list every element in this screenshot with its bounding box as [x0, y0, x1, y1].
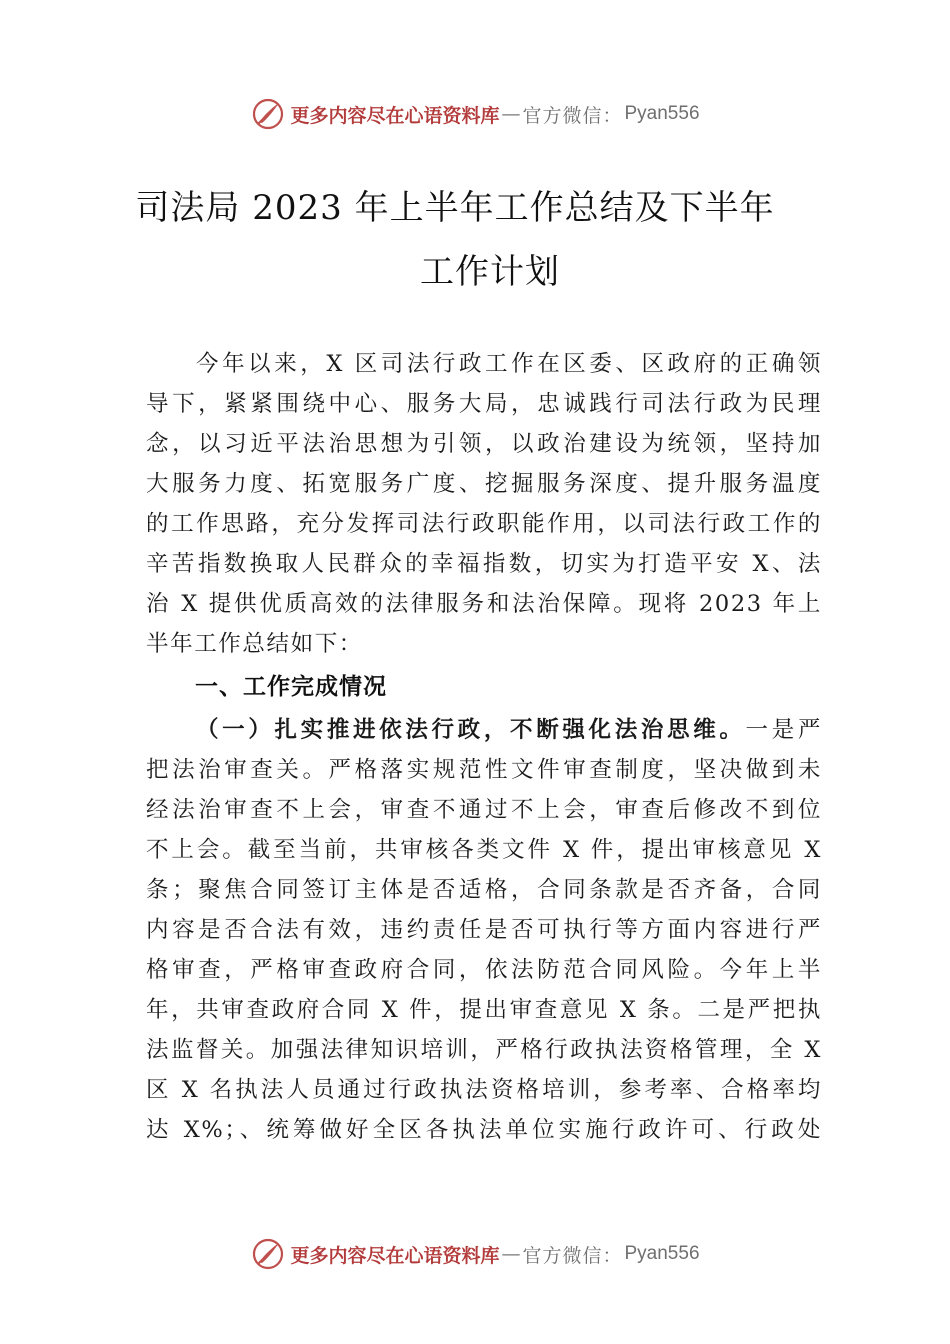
footer-banner — [0, 1232, 950, 1276]
section1-line: 内容是否合法有效，违约责任是否可执行等方面内容进行严 — [146, 917, 822, 943]
section1-first-line — [146, 710, 822, 750]
section1-line: 把法治审查关。严格落实规范性文件审查制度，坚决做到未 — [146, 757, 822, 783]
pen-quill-logo-icon — [250, 96, 286, 132]
banner-wechat-label: 官方微信： — [522, 104, 623, 127]
section1-first-line-rest: 一是严 — [745, 717, 822, 743]
section1-line: 格审查，严格审查政府合同，依法防范合同风险。今年上半 — [146, 957, 822, 983]
header-banner — [0, 92, 950, 136]
section1-line: 条；聚焦合同签订主体是否适格，合同条款是否齐备，合同 — [146, 877, 822, 903]
banner-wechat-label: 官方微信： — [522, 1244, 623, 1267]
intro-line: 今年以来，X 区司法行政工作在区委、区政府的正确领 — [196, 351, 822, 377]
banner-content — [250, 96, 699, 132]
banner-dash: — — [501, 103, 521, 125]
document-title-line1: 司法局 2023 年上半年工作总结及下半年 — [135, 188, 775, 228]
banner-wechat-id: Pyan556 — [624, 1243, 700, 1264]
section1-line: 经法治审查不上会，审查不通过不上会，审查后修改不到位 — [146, 797, 822, 823]
banner-promo-text: 更多内容尽在心语资料库 — [290, 1244, 500, 1267]
banner-dash: — — [501, 1243, 521, 1265]
section1-lead: （一）扎实推进依法行政，不断强化法治思维。 — [196, 717, 746, 743]
section1-line: 年，共审查政府合同 X 件，提出审查意见 X 条。二是严把执 — [146, 997, 822, 1023]
intro-line: 念，以习近平法治思想为引领，以政治建设为统领，坚持加 — [146, 431, 822, 457]
intro-line: 导下，紧紧围绕中心、服务大局，忠诚践行司法行政为民理 — [146, 391, 822, 417]
intro-line: 治 X 提供优质高效的法律服务和法治保障。现将 2023 年上 — [146, 591, 822, 617]
banner-wechat-id: Pyan556 — [624, 103, 700, 124]
pen-quill-logo-icon — [250, 1236, 286, 1272]
document-title-line2: 工作计划 — [420, 252, 560, 292]
intro-line: 半年工作总结如下： — [146, 631, 363, 657]
section1-line: 不上会。截至当前，共审核各类文件 X 件，提出审核意见 X — [146, 837, 822, 863]
section1-line: 达 X%；、统筹做好全区各执法单位实施行政许可、行政处 — [146, 1117, 822, 1143]
banner-content — [250, 1236, 699, 1272]
intro-paragraph — [146, 344, 822, 664]
section1-line: 法监督关。加强法律知识培训，严格行政执法资格管理，全 X — [146, 1037, 822, 1063]
intro-line: 辛苦指数换取人民群众的幸福指数，切实为打造平安 X、法 — [146, 551, 822, 577]
section1-paragraph — [146, 710, 822, 1150]
section1-line: 区 X 名执法人员通过行政执法资格培训，参考率、合格率均 — [146, 1077, 822, 1103]
intro-line: 的工作思路，充分发挥司法行政职能作用，以司法行政工作的 — [146, 511, 822, 537]
section-heading: 一、工作完成情况 — [195, 674, 387, 700]
intro-line: 大服务力度、拓宽服务广度、挖掘服务深度、提升服务温度 — [146, 471, 822, 497]
banner-promo-text: 更多内容尽在心语资料库 — [290, 104, 500, 127]
